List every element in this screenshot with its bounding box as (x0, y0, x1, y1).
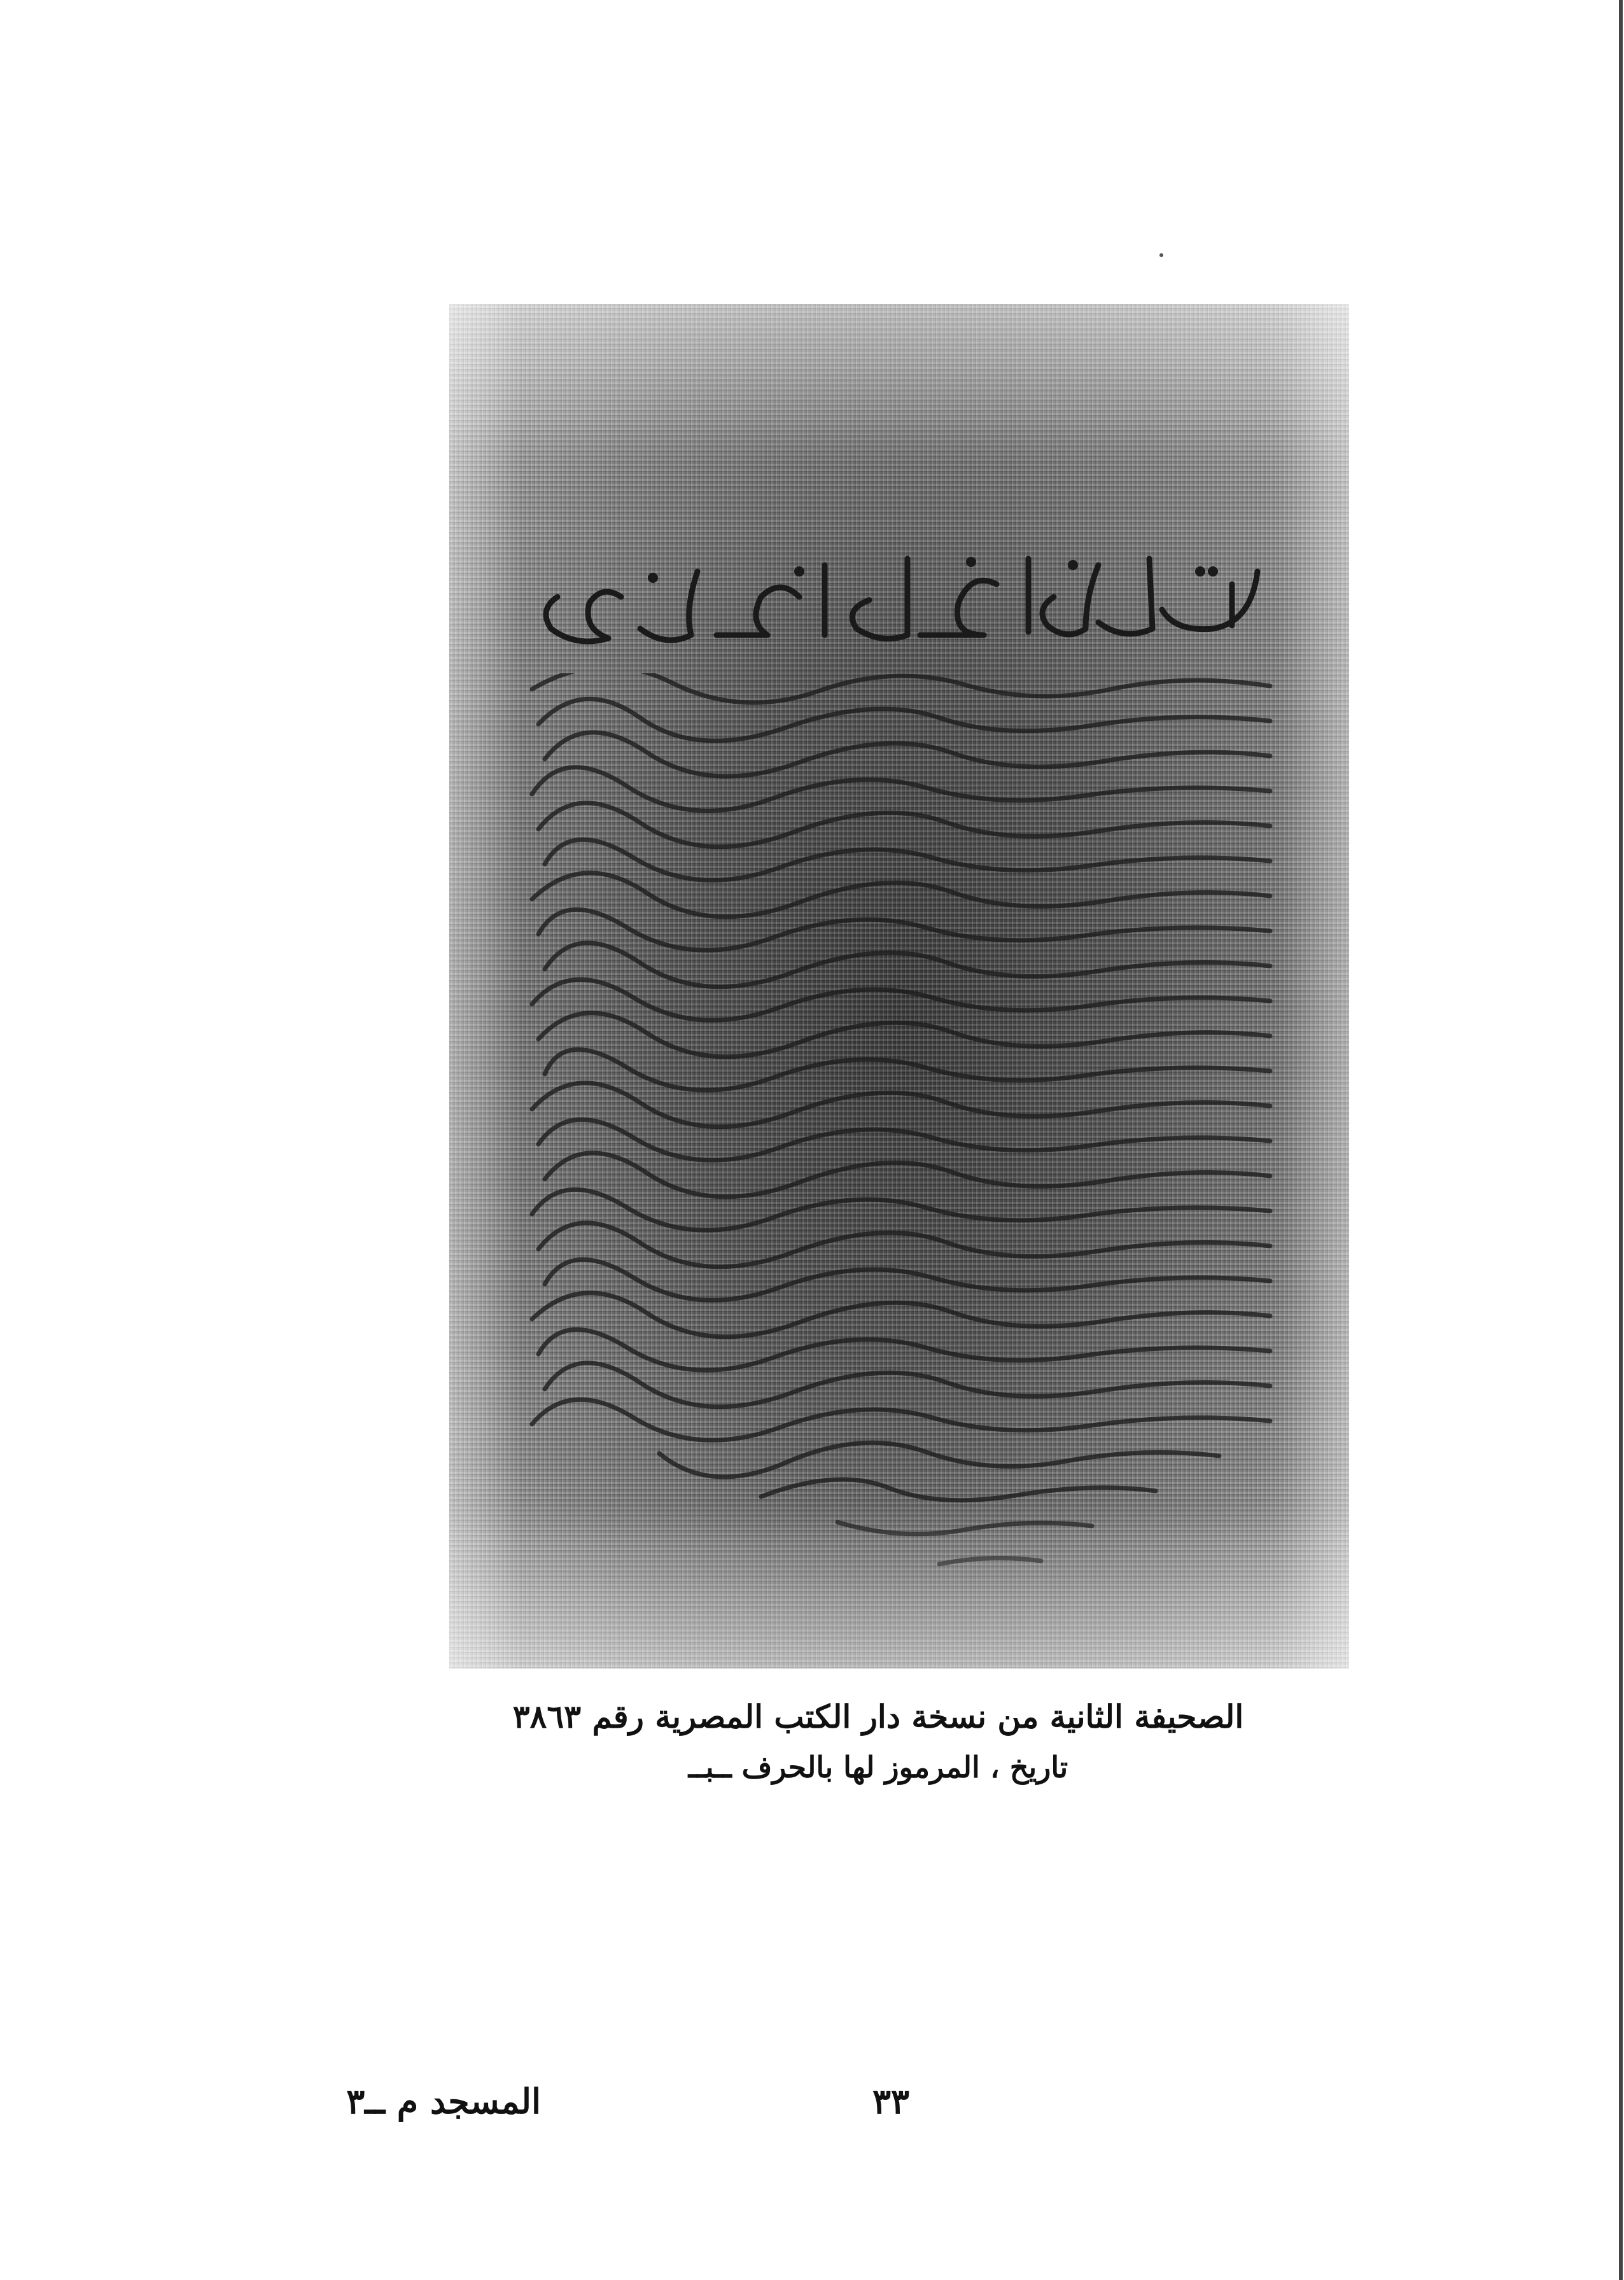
figure-caption (407, 1691, 1349, 1792)
manuscript-heading-calligraphy (526, 546, 1277, 654)
footer-signature: المسجد م ــ٣ (346, 2081, 541, 2122)
page-edge-border (1619, 0, 1623, 2280)
scan-speck (1159, 253, 1163, 257)
caption-line-1: الصحيفة الثانية من نسخة دار الكتب المصرية رقم ٣٨٦٣ (512, 1698, 1244, 1735)
manuscript-text-lines (519, 673, 1277, 1596)
page-number: ٣٣ (872, 2081, 909, 2122)
manuscript-image (449, 304, 1349, 1668)
caption-line-2: تاريخ ، المرموز لها بالحرف ــبــ (688, 1750, 1068, 1784)
